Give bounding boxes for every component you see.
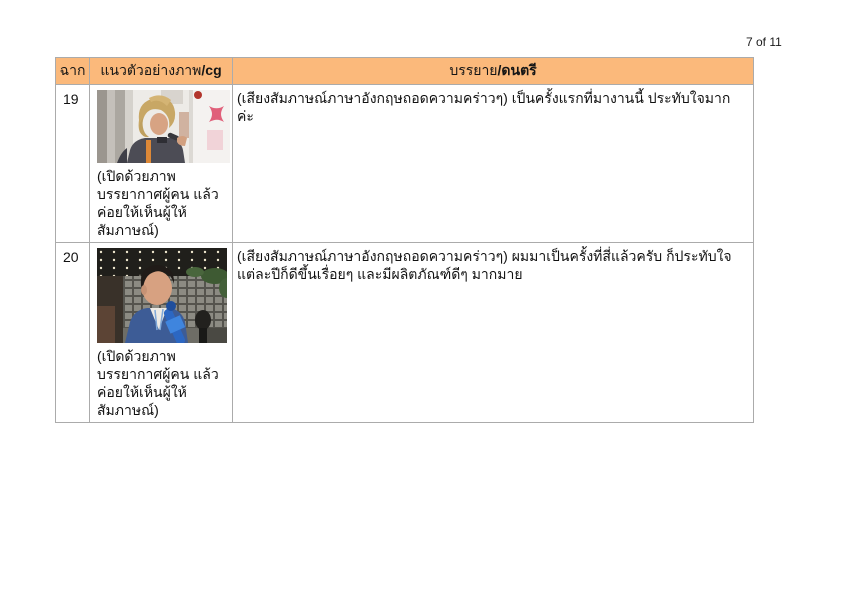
narration-text: (เสียงสัมภาษณ์ภาษาอังกฤษถอดความคร่าวๆ) ผมมาเป็นครั้งที่สี่แล้วครับ ก็ประทับใจ แต่ละปีก็ดีขึ้นเรื่อยๆ และมีผลิตภัณฑ์ดีๆ มากมาย [237,248,732,282]
scene-20-thumbnail [97,248,228,343]
header-narration-label: บรรยาย [449,62,498,78]
table-row [56,243,754,423]
table-row [56,85,754,243]
page-number: 7 of 11 [746,35,782,49]
header-narration-label-bold: /ดนตรี [497,62,537,78]
scene-19-thumbnail [97,90,228,163]
scene-number: 20 [63,249,79,265]
narration-text: (เสียงสัมภาษณ์ภาษาอังกฤษถอดความคร่าวๆ) เป็นครั้งแรกที่มางานนี้ ประทับใจมากค่ะ [237,90,731,124]
header-visual-label-bold: /cg [201,62,222,78]
header-scene-label: ฉาก [59,62,86,78]
visual-caption: (เปิดด้วยภาพบรรยากาศผู้คน แล้วค่อยให้เห็นผู้ให้สัมภาษณ์) [97,168,219,238]
header-narration-column [233,58,754,85]
scene-number-cell [56,85,90,243]
visual-cell [90,85,233,243]
narration-cell [233,243,754,423]
scene-number: 19 [63,91,79,107]
table-header-row [56,58,754,85]
header-visual-column [90,58,233,85]
storyboard-table [55,57,754,423]
narration-cell [233,85,754,243]
header-visual-label: แนวตัวอย่างภาพ [100,62,202,78]
scene-number-cell [56,243,90,423]
visual-cell [90,243,233,423]
header-scene-column [56,58,90,85]
visual-caption: (เปิดด้วยภาพบรรยากาศผู้คน แล้วค่อยให้เห็นผู้ให้สัมภาษณ์) [97,348,219,418]
